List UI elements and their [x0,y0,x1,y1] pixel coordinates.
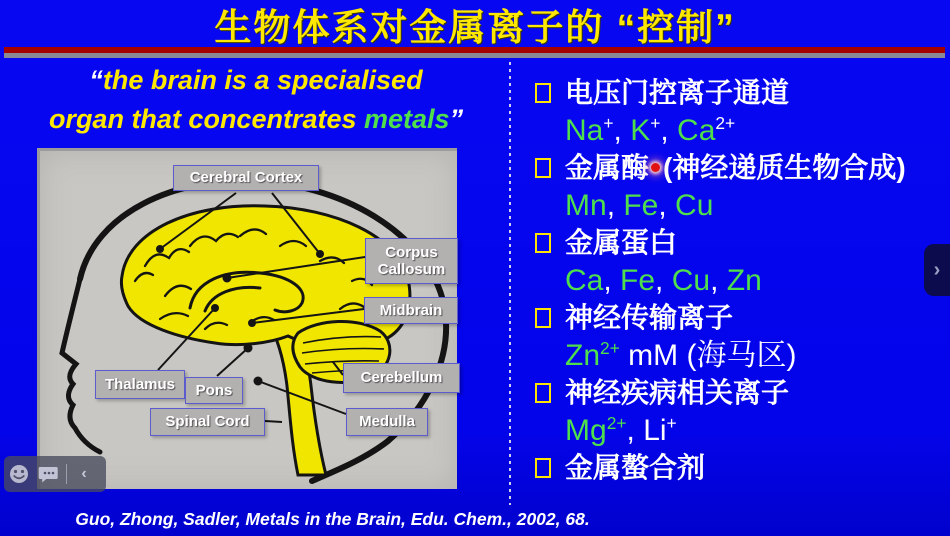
list-item [512,149,950,187]
brain-label: Cerebellum [343,363,460,393]
quote [0,61,512,139]
text-segment: 金属蛋白 [565,227,678,258]
list-item [512,299,950,337]
bullet-square-icon [535,308,551,328]
quote-line [0,61,512,100]
brain-figure [37,148,457,489]
brain-label: Midbrain [364,297,458,324]
list-item [512,262,950,300]
text-segment: , [606,188,624,222]
chat-icon [38,463,60,485]
text-segment: , [655,263,672,297]
list-item [512,337,950,375]
text-segment: + [650,112,661,133]
title-rule-gray [4,53,945,58]
text-segment: Zn [565,338,601,372]
text-segment: the brain is a specialised [102,65,423,95]
smiley-reactions-icon [8,463,30,485]
text-segment: Li [643,413,667,447]
text-segment: Mn [565,188,607,222]
text-segment: Ca [677,113,716,147]
brain-label: Spinal Cord [150,408,265,436]
list-item [512,74,950,112]
text-segment: 金属酶 [565,152,650,183]
slide-title-bar [0,0,950,47]
text-segment: , [660,113,678,147]
text-segment: 神经疾病相关离子 [565,377,790,408]
brain-label: Medulla [346,408,428,436]
bullet-square-icon [535,158,551,178]
quote-line [0,100,512,139]
side-panel-expand-tab[interactable] [924,244,950,296]
brain-label: Thalamus [95,370,185,399]
text-segment: 2+ [715,112,736,133]
chevron-left-icon: ‹ [81,465,87,482]
text-segment: Na [565,113,604,147]
citation: Guo, Zhong, Sadler, Metals in the Brain, Edu. Chem., 2002, 68. [75,509,590,529]
text-segment: + [603,112,614,133]
text-segment: 电压门控离子通道 [565,77,790,108]
meeting-toolbar [4,456,106,492]
text-segment: 金属螯合剂 [565,452,706,483]
bullet-square-icon [535,233,551,253]
text-segment: 神经传输离子 [565,302,734,333]
text-segment: Fe [623,188,659,222]
text-segment: ” [449,104,464,134]
text-segment: , [603,263,621,297]
brain-label: Pons [185,377,243,404]
text-segment: + [666,412,677,433]
text-segment: , [658,188,676,222]
text-segment: organ that concentrates [48,104,364,134]
face-profile-outline [62,279,100,452]
collapse-toolbar-button[interactable] [69,459,99,489]
text-segment: Ca [565,263,604,297]
chevron-right-icon: › [933,258,941,281]
text-segment: Zn [726,263,762,297]
slide-title: 生物体系对金属离子的 “控制” [214,6,736,48]
list-item [512,374,950,412]
reactions-button[interactable] [4,459,34,489]
brain-label: Corpus Callosum [365,238,458,284]
text-segment: “ [89,65,103,95]
text-segment: , [613,113,631,147]
chat-button[interactable] [34,459,64,489]
list-item [512,412,950,450]
text-segment: Cu [675,188,714,222]
text-segment: (神经递质生物合成) [663,152,906,183]
bullet-square-icon [535,458,551,478]
text-segment: K [630,113,651,147]
text-segment: , [710,263,727,297]
laser-pointer-dot [651,163,660,172]
bullet-square-icon [535,383,551,403]
brain-label: Cerebral Cortex [173,165,319,191]
list-item [512,187,950,225]
list-item [512,449,950,487]
text-segment: mM (海马区) [619,338,797,372]
ion-list [512,74,950,487]
list-item [512,112,950,150]
text-segment: 2+ [600,337,620,358]
list-item [512,224,950,262]
text-segment: Mg [565,413,607,447]
column-divider-dotted [509,62,511,505]
text-segment: metals [364,104,450,134]
text-segment: Cu [671,263,711,297]
text-segment: Fe [620,263,656,297]
toolbar-divider [66,464,67,484]
bullet-square-icon [535,83,551,103]
text-segment: , [626,413,644,447]
text-segment: 2+ [606,412,627,433]
